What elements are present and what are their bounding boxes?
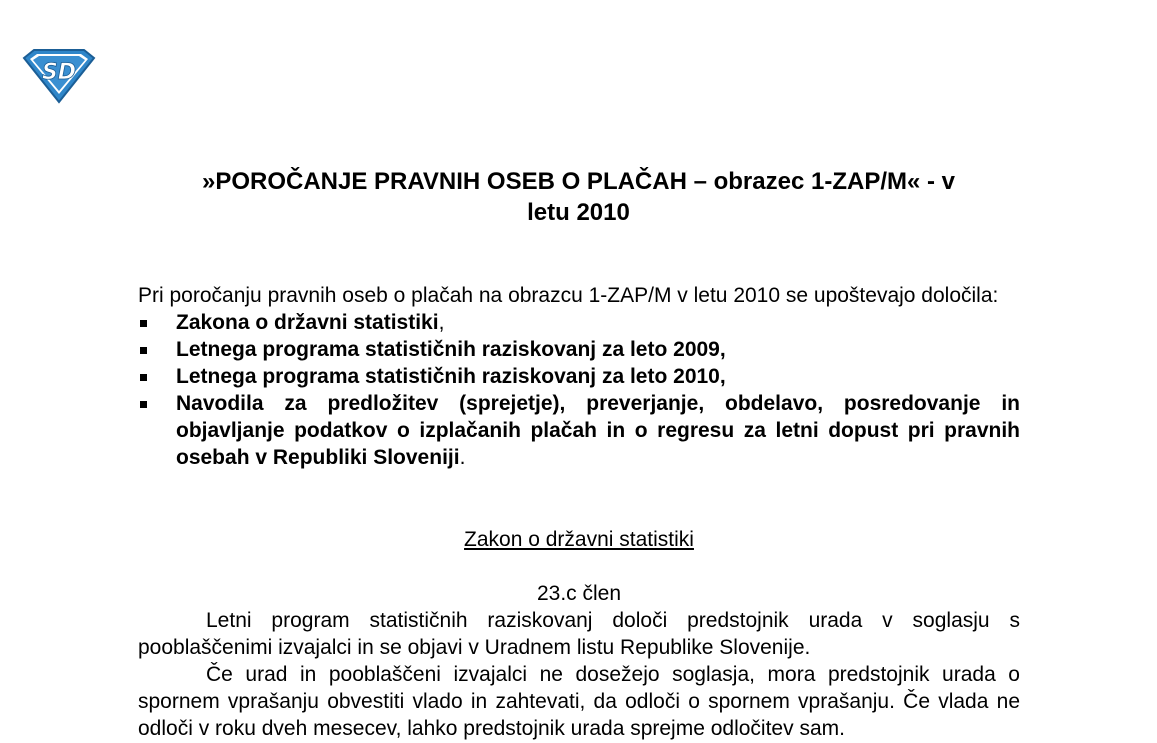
square-bullet-icon	[140, 401, 147, 408]
list-item-bold: Zakona o državni statistiki	[176, 311, 439, 334]
list-item	[138, 309, 1020, 336]
list-item-bold: Letnega programa statističnih raziskovanj za leto 2009,	[176, 338, 726, 361]
list-item	[138, 390, 1020, 471]
logo	[22, 48, 96, 104]
list-item-bold: Letnega programa statističnih raziskovanj za leto 2010,	[176, 365, 726, 388]
square-bullet-icon	[140, 347, 147, 354]
document-body	[138, 282, 1020, 742]
article-paragraph-2: Če urad in pooblaščeni izvajalci ne dosežejo soglasja, mora predstojnik urada o spornem vprašanju obvestiti vlado in zahtevati, da odloči o spornem vprašanju. Če vlada ne odloči v roku dveh mesecev, lahko predstojnik urada sprejme odločitev sam.	[138, 663, 1020, 740]
title-line-1: »POROČANJE PRAVNIH OSEB O PLAČAH – obrazec 1-ZAP/M« - v	[201, 168, 956, 195]
article-paragraph-1: Letni program statističnih raziskovanj določi predstojnik urada v soglasju s pooblaščenimi izvajalci in se objavi v Uradnem listu Republike Slovenije.	[138, 609, 1020, 659]
list-item-bold: Navodila za predložitev (sprejetje), preverjanje, obdelavo, posredovanje in objavljanje podatkov o izplačanih plačah in o regresu za letni dopust pri pravnih osebah v Republiki Sloveniji	[176, 392, 1020, 469]
list-item	[138, 336, 1020, 363]
article-number: 23.c člen	[536, 582, 622, 605]
intro-paragraph: Pri poročanju pravnih oseb o plačah na obrazcu 1-ZAP/M v letu 2010 se upoštevajo določila:	[138, 284, 999, 307]
list-item-tail: .	[459, 446, 466, 469]
legal-basis-list	[138, 309, 1020, 471]
logo-letters: SD	[41, 60, 77, 85]
title-line-2: letu 2010	[527, 199, 630, 226]
document-title	[120, 166, 1037, 228]
list-item-tail: ,	[438, 311, 445, 334]
section-heading: Zakon o državni statistiki	[464, 528, 694, 551]
square-bullet-icon	[140, 320, 147, 327]
shield-logo-icon	[22, 48, 96, 104]
square-bullet-icon	[140, 374, 147, 381]
list-item	[138, 363, 1020, 390]
